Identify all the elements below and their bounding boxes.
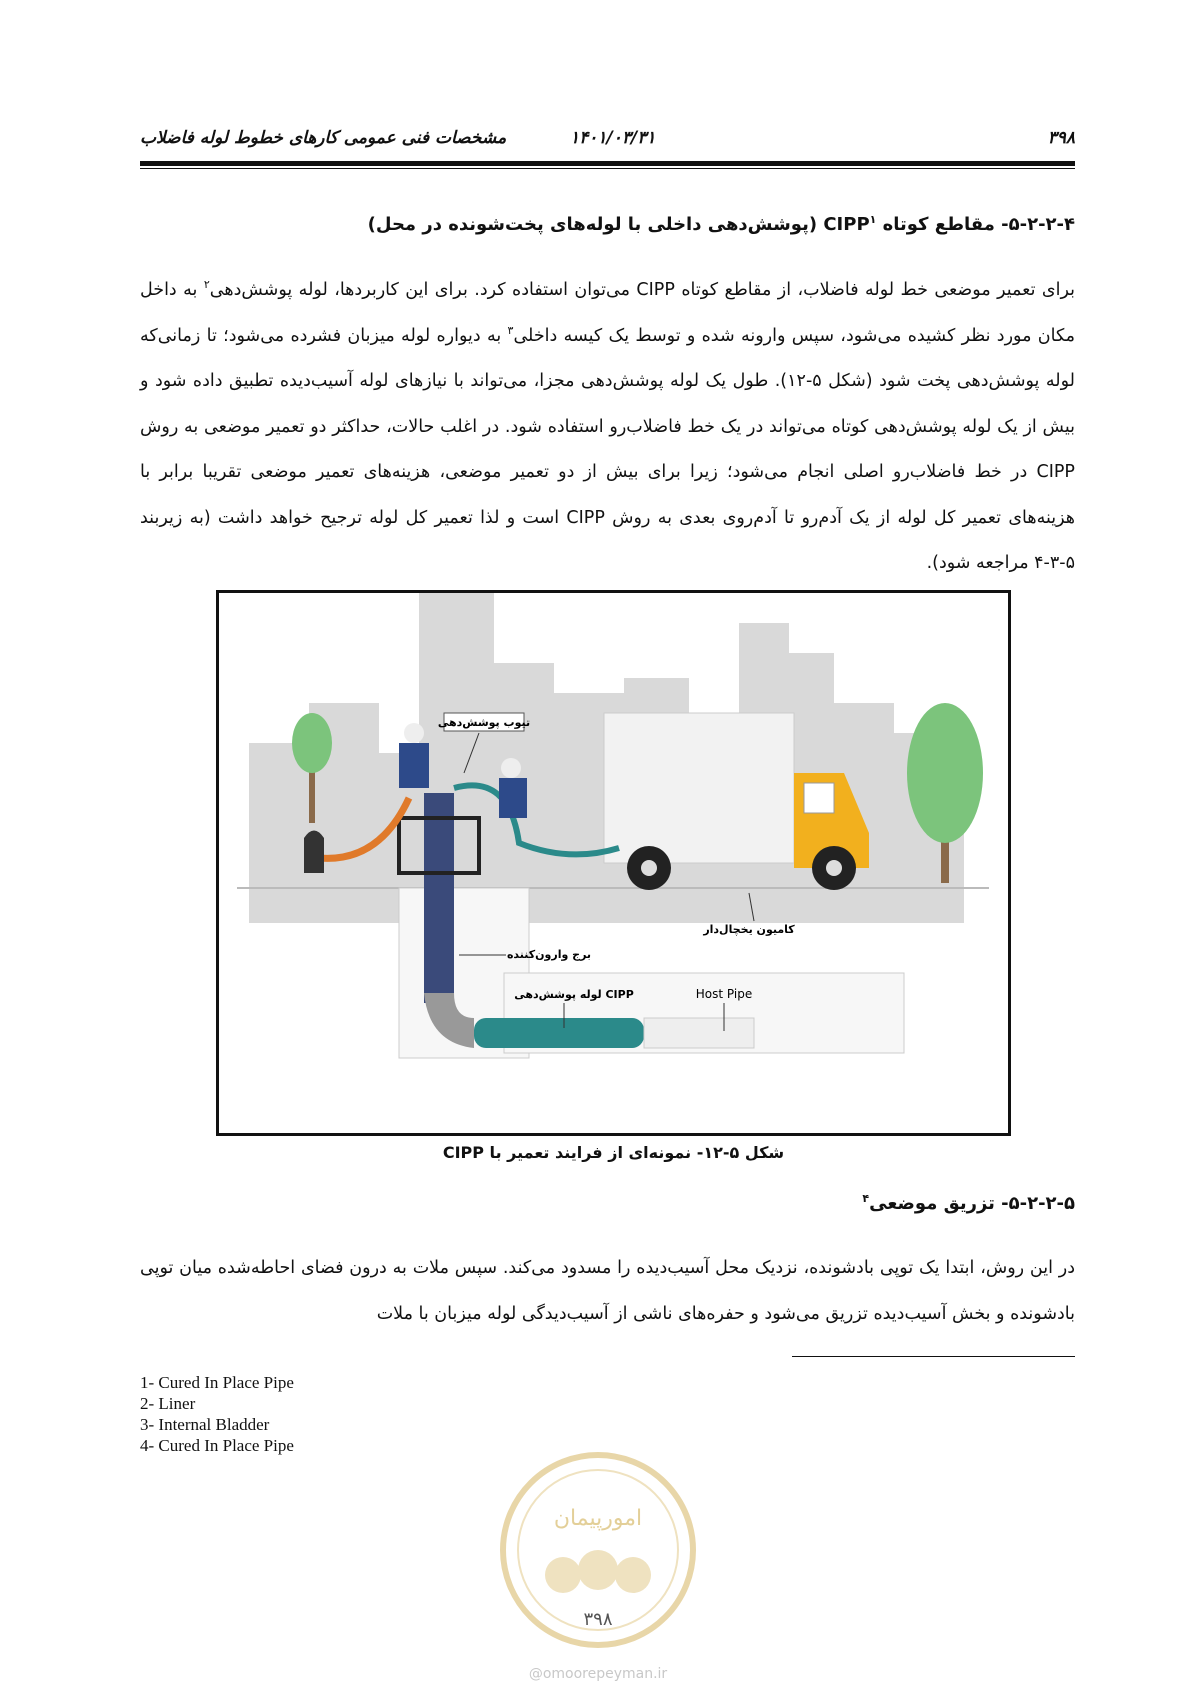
header-rule — [140, 161, 1075, 166]
footnote-2: 2- Liner — [140, 1394, 196, 1413]
header-title: مشخصات فنی عمومی کارهای خطوط لوله فاضلاب — [140, 128, 507, 148]
hydrant — [304, 831, 324, 874]
label-liner-tube: تیوب پوشش‌دهی — [437, 716, 531, 729]
footnote-3: 3- Internal Bladder — [140, 1415, 270, 1434]
figure-cipp-process — [216, 590, 1011, 1136]
footnote-ref-3: ۳ — [507, 323, 514, 337]
seal-watermark-url: @omoorepeyman.ir — [528, 1666, 668, 1682]
label-cipp-liner: لوله پوشش‌دهی CIPP — [514, 988, 634, 1001]
label-inversion-tower: برج وارون‌کننده — [506, 948, 592, 961]
footnote-4: 4- Cured In Place Pipe — [140, 1436, 294, 1455]
footnote-ref-4: ۴ — [862, 1192, 870, 1205]
footnote-1: 1- Cured In Place Pipe — [140, 1373, 294, 1392]
inversion-tower — [424, 793, 454, 1003]
seal-logo-text: امورپیمان — [553, 1506, 643, 1531]
section-heading-text: ۵-۲-۲-۴- مقاطع کوتاه CIPP — [823, 214, 1075, 235]
footnote-ref-2: ۲ — [203, 278, 210, 292]
gear-icon — [578, 1550, 618, 1590]
paragraph-short-cipp — [140, 268, 1075, 587]
footnote-ref-1: ۱ — [869, 213, 877, 226]
paragraph-text-b: به داخل مکان مورد نظر کشیده می‌شود، سپس وارونه شده و توسط یک کیسه داخلی — [140, 280, 1075, 346]
scale-icon — [545, 1557, 581, 1593]
host-pipe — [644, 1018, 754, 1048]
header-date: ۱۴۰۱/۰۳/۳۱ — [570, 128, 656, 148]
page-header — [140, 128, 1075, 156]
paragraph-text-a: برای تعمیر موضعی خط لوله فاضلاب، از مقاطع کوتاه CIPP می‌توان استفاده کرد. برای این کاربردها، لوله پوشش‌دهی — [209, 280, 1076, 300]
header-rule-thin — [140, 168, 1075, 169]
paragraph-local-grouting: در این روش، ابتدا یک توپی بادشونده، نزدیک محل آسیب‌دیده را مسدود می‌کند. سپس ملات به درون فضای احاطه‌شده میان توپی بادشونده و بخش آسیب‌دیده تزریق می‌شود و حفره‌های ناشی از آسیب‌دیدگی لوله میزبان با ملات — [140, 1258, 1075, 1324]
figure-caption: شکل ۵-۱۲- نمونه‌ای از فرایند تعمیر با CIPP — [442, 1143, 785, 1162]
section-heading-short-cipp — [140, 214, 1075, 235]
header-page-number: ۳۹۸ — [1047, 128, 1075, 148]
paragraph-text-c: به دیواره لوله میزبان فشرده می‌شود؛ تا زمانی‌که لوله پوشش‌دهی پخت شود (شکل ۵-۱۲). طول یک لوله پوشش‌دهی مجزا، می‌تواند با نیازهای لوله آسیب‌دیده تطبیق داده شود و بیش از یک لوله پوشش‌دهی کوتاه می‌تواند در یک خط فاضلاب‌رو استفاده شود. در اغلب حالات، حداکثر دو تعمیر موضعی به روش CIPP در خط فاضلاب‌رو اصلی انجام می‌شود؛ زیرا برای بیش از دو تعمیر موضعی، هزینه‌های تعمیر موضعی تقریبا برابر با هزینه‌های تعمیر کل لوله از یک آدم‌رو تا آدم‌روی بعدی به روش CIPP است و لذا تعمیر کل لوله ترجیح خواهد داشت (به زیربند ۵-۳-۴ مراجعه شود). — [140, 325, 1075, 573]
footnotes — [140, 1372, 294, 1456]
cipp-illustration — [219, 593, 1008, 1133]
seal-watermark — [498, 1450, 698, 1700]
seal-page-number: ۳۹۸ — [583, 1609, 613, 1630]
cipp-liner — [474, 1018, 644, 1048]
section-heading-tail: (پوشش‌دهی داخلی با لوله‌های پخت‌شونده در محل) — [367, 214, 824, 235]
label-refrigerated-truck: کامیون یخچال‌دار — [703, 923, 795, 936]
footnote-separator — [792, 1356, 1075, 1357]
label-host-pipe: Host Pipe — [695, 987, 753, 1001]
section2-heading-text: ۵-۲-۲-۵- تزریق موضعی — [869, 1193, 1075, 1214]
drop-icon — [615, 1557, 651, 1593]
section-heading-local-grouting — [140, 1193, 1075, 1214]
